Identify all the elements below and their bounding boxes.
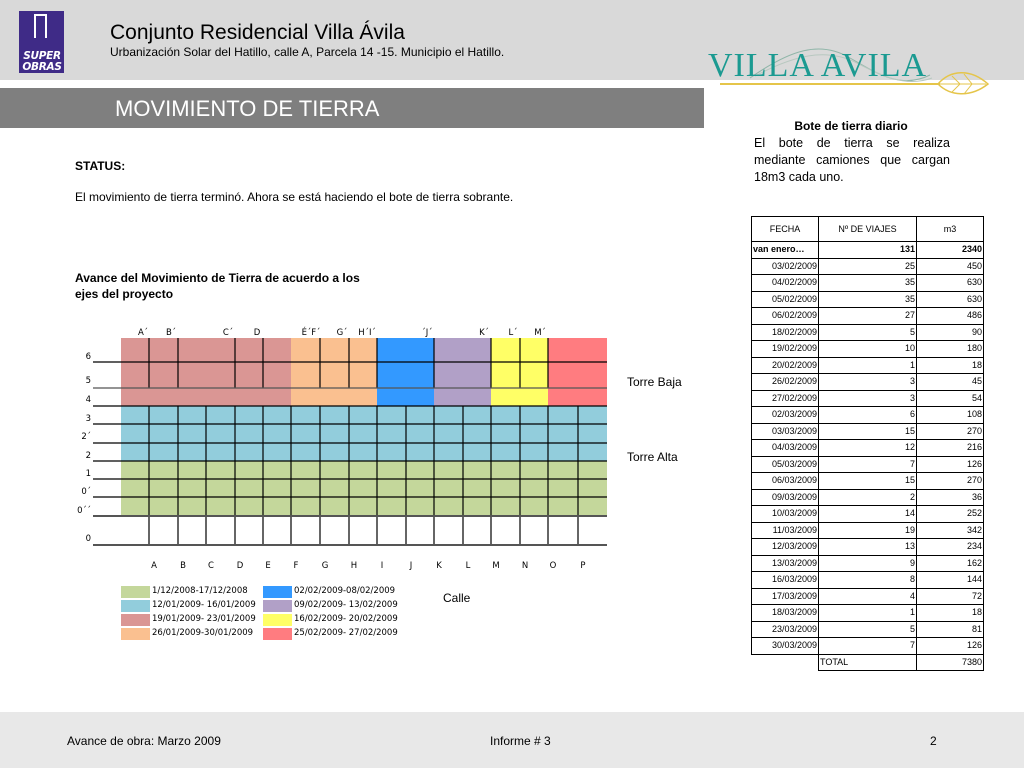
cell-viajes: 1 xyxy=(819,357,917,374)
row-label: 4 xyxy=(85,395,91,405)
bottom-axis-label: E xyxy=(265,561,271,571)
cell-fecha: 04/03/2009 xyxy=(752,440,819,457)
legend-swatch xyxy=(121,586,150,598)
table-row xyxy=(752,341,984,358)
cell-m3: 270 xyxy=(917,473,984,490)
brand-text: VILLA AVILA xyxy=(708,47,928,84)
legend-swatch xyxy=(263,628,292,640)
table-row xyxy=(752,572,984,589)
progress-title: Avance del Movimiento de Tierra de acuerdo a los ejes del proyecto xyxy=(75,271,360,301)
table-row xyxy=(752,291,984,308)
table-row xyxy=(752,275,984,292)
cell-viajes: 3 xyxy=(819,390,917,407)
row-label: 1 xyxy=(85,469,91,479)
cell-fecha: 03/02/2009 xyxy=(752,258,819,275)
col-viajes: Nº DE VIAJES xyxy=(819,217,917,242)
bottom-axis-label: H xyxy=(350,561,358,571)
legend-swatch xyxy=(121,600,150,612)
fill-02-02-2009 xyxy=(377,338,434,406)
legend-label: 12/01/2009- 16/01/2009 xyxy=(152,600,256,610)
logo-text: SUPER OBRAS xyxy=(22,50,62,73)
table-row xyxy=(752,555,984,572)
bottom-axis-label: J xyxy=(409,561,413,571)
total-row xyxy=(752,654,984,671)
fill-12-01-2009 xyxy=(121,406,607,461)
table-row xyxy=(752,522,984,539)
legend-swatch xyxy=(121,628,150,640)
table-row xyxy=(752,605,984,622)
leaf-icon xyxy=(938,73,988,94)
cell-viajes: 19 xyxy=(819,522,917,539)
bote-table xyxy=(751,216,984,671)
cell-viajes: 5 xyxy=(819,324,917,341)
legend-label: 1/12/2008-17/12/2008 xyxy=(152,586,248,596)
status-label: STATUS: xyxy=(75,159,126,173)
bottom-axis-label: O xyxy=(549,561,557,571)
row-label: 3 xyxy=(85,414,91,424)
table-row xyxy=(752,258,984,275)
cell-viajes: 14 xyxy=(819,506,917,523)
legend-swatch xyxy=(263,614,292,626)
col-fecha: FECHA xyxy=(752,217,819,242)
table-header-row xyxy=(752,217,984,242)
cell-viajes: 35 xyxy=(819,291,917,308)
row-label: 6 xyxy=(85,352,91,362)
cell-m3: 36 xyxy=(917,489,984,506)
legend-swatch xyxy=(121,614,150,626)
bottom-axis-label: B xyxy=(180,561,186,571)
total-label: TOTAL xyxy=(819,654,917,671)
top-axis-label: É´F´ xyxy=(301,328,321,338)
table-row xyxy=(752,324,984,341)
fill-19-01-2009 xyxy=(121,338,291,406)
total-m3: 7380 xyxy=(917,654,984,671)
cell-fecha: 06/03/2009 xyxy=(752,473,819,490)
cell-m3: 162 xyxy=(917,555,984,572)
cell-m3: 45 xyxy=(917,374,984,391)
cell-viajes: 25 xyxy=(819,258,917,275)
cell-fecha: 05/03/2009 xyxy=(752,456,819,473)
cell-fecha: 13/03/2009 xyxy=(752,555,819,572)
super-obras-logo xyxy=(19,11,64,73)
fill-16-02-2009 xyxy=(491,338,548,406)
villa-avila-logo xyxy=(700,30,990,100)
fill-25-02-2009 xyxy=(548,338,607,406)
cell-fecha: 03/03/2009 xyxy=(752,423,819,440)
cell-fecha: 23/03/2009 xyxy=(752,621,819,638)
bottom-axis-label: C xyxy=(208,561,214,571)
bottom-axis-label: A xyxy=(151,561,157,571)
top-axis-label: D xyxy=(253,328,261,338)
cell-viajes: 35 xyxy=(819,275,917,292)
fill-1-12-2008 xyxy=(121,461,607,516)
carry-viajes: 131 xyxy=(819,242,917,259)
cell-fecha: 12/03/2009 xyxy=(752,539,819,556)
total-spacer xyxy=(752,654,819,671)
cell-m3: 630 xyxy=(917,275,984,292)
bottom-axis-label: K xyxy=(436,561,442,571)
cell-m3: 630 xyxy=(917,291,984,308)
fill-09-02-2009 xyxy=(434,338,491,406)
legend-label: 25/02/2009- 27/02/2009 xyxy=(294,628,398,638)
row-label: 2´ xyxy=(81,432,91,442)
carry-m3: 2340 xyxy=(917,242,984,259)
table-row xyxy=(752,374,984,391)
cell-viajes: 7 xyxy=(819,638,917,655)
cell-viajes: 6 xyxy=(819,407,917,424)
table-row xyxy=(752,473,984,490)
cell-m3: 216 xyxy=(917,440,984,457)
cell-viajes: 5 xyxy=(819,621,917,638)
table-row xyxy=(752,539,984,556)
cell-fecha: 19/02/2009 xyxy=(752,341,819,358)
table-row xyxy=(752,456,984,473)
table-row xyxy=(752,308,984,325)
bottom-axis-label: F xyxy=(293,561,299,571)
cell-fecha: 20/02/2009 xyxy=(752,357,819,374)
cell-viajes: 15 xyxy=(819,423,917,440)
cell-m3: 252 xyxy=(917,506,984,523)
bottom-axis-label: L xyxy=(465,561,471,571)
cell-viajes: 27 xyxy=(819,308,917,325)
carry-label: van enero… xyxy=(752,242,819,259)
cell-m3: 234 xyxy=(917,539,984,556)
cell-m3: 270 xyxy=(917,423,984,440)
top-axis-label: G´ xyxy=(336,328,348,338)
cell-viajes: 9 xyxy=(819,555,917,572)
cell-fecha: 05/02/2009 xyxy=(752,291,819,308)
footer-center: Informe # 3 xyxy=(490,734,551,748)
cell-fecha: 27/02/2009 xyxy=(752,390,819,407)
row-label: 0 xyxy=(85,534,91,544)
cell-m3: 81 xyxy=(917,621,984,638)
cell-m3: 72 xyxy=(917,588,984,605)
table-row xyxy=(752,489,984,506)
cell-fecha: 04/02/2009 xyxy=(752,275,819,292)
cell-m3: 450 xyxy=(917,258,984,275)
page-title: Conjunto Residencial Villa Ávila xyxy=(110,21,405,44)
top-axis-label: K´ xyxy=(479,328,489,338)
cell-fecha: 10/03/2009 xyxy=(752,506,819,523)
top-axis-label: ´J´ xyxy=(421,328,433,338)
cell-fecha: 02/03/2009 xyxy=(752,407,819,424)
carry-row xyxy=(752,242,984,259)
calle-label: Calle xyxy=(443,591,471,605)
row-label: 0´´ xyxy=(77,506,91,516)
legend-label: 19/01/2009- 23/01/2009 xyxy=(152,614,256,624)
cell-viajes: 2 xyxy=(819,489,917,506)
legend-label: 16/02/2009- 20/02/2009 xyxy=(294,614,398,624)
bottom-axis-label: P xyxy=(580,561,586,571)
table-row xyxy=(752,506,984,523)
legend-label: 09/02/2009- 13/02/2009 xyxy=(294,600,398,610)
bote-heading: Bote de tierra diario xyxy=(794,119,908,133)
top-axis-label: A´ xyxy=(137,328,149,338)
cell-viajes: 15 xyxy=(819,473,917,490)
cell-m3: 18 xyxy=(917,605,984,622)
top-axis-label: L´ xyxy=(508,328,518,338)
status-text: El movimiento de tierra terminó. Ahora se está haciendo el bote de tierra sobrante. xyxy=(75,190,514,204)
table-row xyxy=(752,390,984,407)
row-label: 0´ xyxy=(81,487,91,497)
cell-viajes: 3 xyxy=(819,374,917,391)
cell-fecha: 09/03/2009 xyxy=(752,489,819,506)
bottom-axis-label: N xyxy=(521,561,529,571)
row-label: 2 xyxy=(85,451,91,461)
cell-m3: 90 xyxy=(917,324,984,341)
legend-label: 26/01/2009-30/01/2009 xyxy=(152,628,254,638)
cell-m3: 54 xyxy=(917,390,984,407)
fill-26-01-2009 xyxy=(291,338,377,406)
cell-viajes: 4 xyxy=(819,588,917,605)
table-row xyxy=(752,423,984,440)
cell-m3: 342 xyxy=(917,522,984,539)
cell-m3: 126 xyxy=(917,456,984,473)
torre-alta-label: Torre Alta xyxy=(627,450,678,464)
footer-left: Avance de obra: Marzo 2009 xyxy=(67,734,221,748)
cell-fecha: 17/03/2009 xyxy=(752,588,819,605)
cell-m3: 108 xyxy=(917,407,984,424)
legend-label: 02/02/2009-08/02/2009 xyxy=(294,586,396,596)
cell-viajes: 12 xyxy=(819,440,917,457)
bote-description: El bote de tierra se realiza mediante camiones que cargan 18m3 cada uno. xyxy=(754,136,950,184)
cell-fecha: 30/03/2009 xyxy=(752,638,819,655)
cell-fecha: 16/03/2009 xyxy=(752,572,819,589)
bottom-axis-label: G xyxy=(321,561,329,571)
row-label: 5 xyxy=(85,376,91,386)
table-row xyxy=(752,357,984,374)
top-axis-label: M´ xyxy=(534,328,546,338)
cell-m3: 180 xyxy=(917,341,984,358)
cell-viajes: 1 xyxy=(819,605,917,622)
cell-fecha: 06/02/2009 xyxy=(752,308,819,325)
table-row xyxy=(752,440,984,457)
top-axis-label: H´I´ xyxy=(358,328,376,338)
cell-viajes: 10 xyxy=(819,341,917,358)
cell-m3: 18 xyxy=(917,357,984,374)
table-row xyxy=(752,638,984,655)
cell-m3: 486 xyxy=(917,308,984,325)
col-m3: m3 xyxy=(917,217,984,242)
cell-fecha: 11/03/2009 xyxy=(752,522,819,539)
top-axis-label: B´ xyxy=(165,328,177,338)
cell-viajes: 7 xyxy=(819,456,917,473)
legend-swatch xyxy=(263,586,292,598)
bottom-axis-label: D xyxy=(236,561,244,571)
building-icon xyxy=(34,14,47,38)
table-row xyxy=(752,407,984,424)
section-title: MOVIMIENTO DE TIERRA xyxy=(115,96,380,121)
cell-viajes: 8 xyxy=(819,572,917,589)
legend-swatch xyxy=(263,600,292,612)
torre-baja-label: Torre Baja xyxy=(627,375,682,389)
cell-m3: 144 xyxy=(917,572,984,589)
cell-fecha: 18/03/2009 xyxy=(752,605,819,622)
cell-fecha: 26/02/2009 xyxy=(752,374,819,391)
cell-fecha: 18/02/2009 xyxy=(752,324,819,341)
table-row xyxy=(752,621,984,638)
top-axis-label: C´ xyxy=(222,328,234,338)
cell-viajes: 13 xyxy=(819,539,917,556)
page-subtitle: Urbanización Solar del Hatillo, calle A, Parcela 14 -15. Municipio el Hatillo. xyxy=(110,45,505,59)
bottom-axis-label: I xyxy=(380,561,384,571)
cell-m3: 126 xyxy=(917,638,984,655)
page-number: 2 xyxy=(930,734,937,748)
bottom-axis-label: M xyxy=(492,561,500,571)
table-row xyxy=(752,588,984,605)
